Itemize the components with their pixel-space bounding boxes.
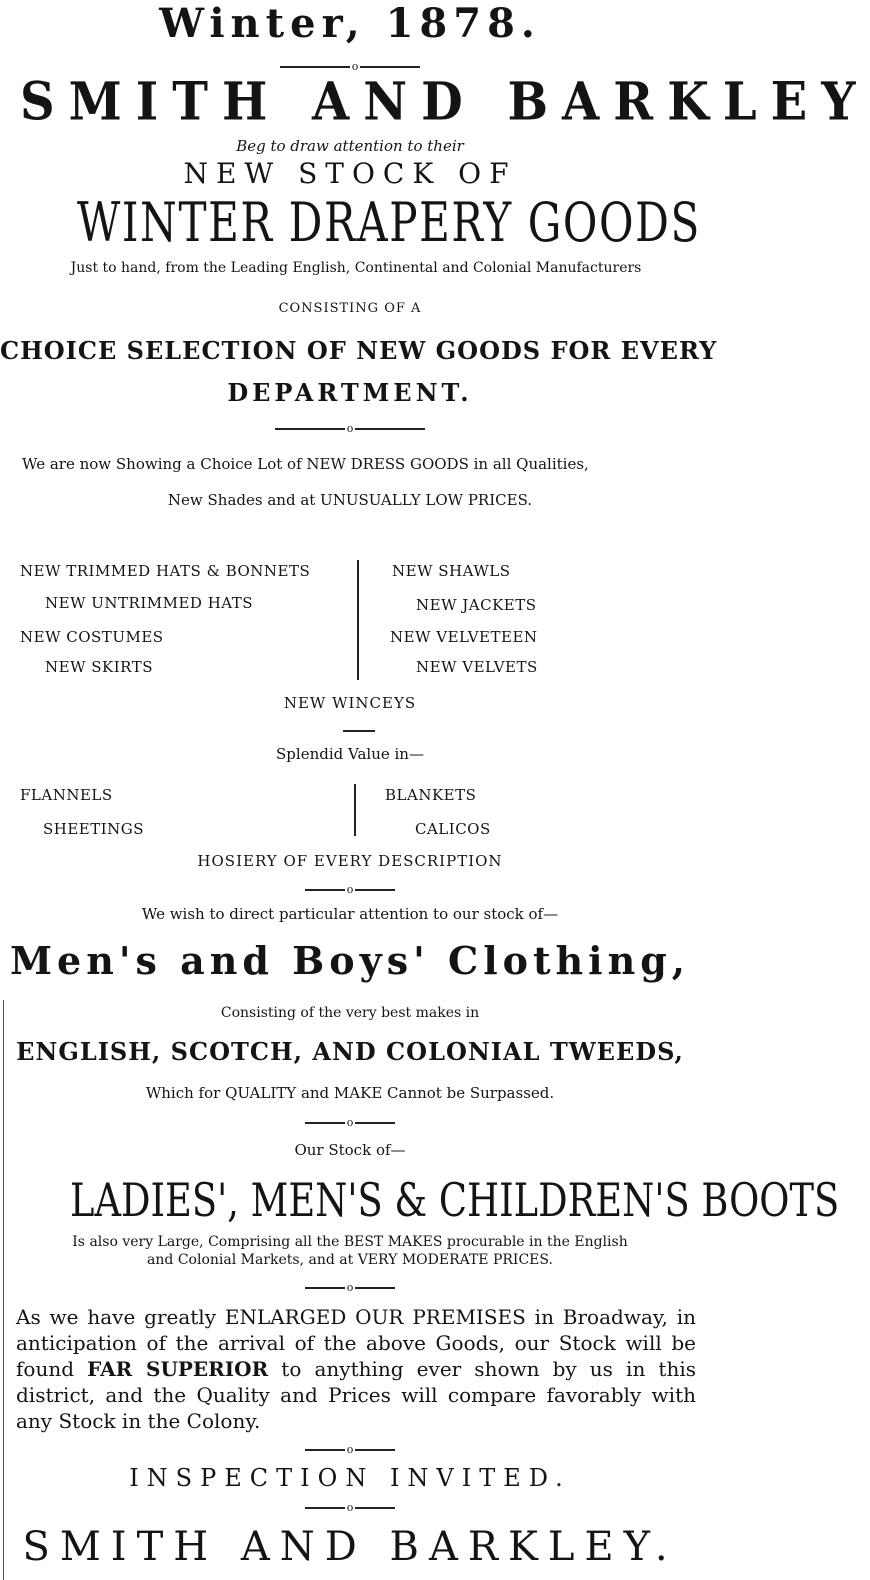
new-winceys: NEW WINCEYS	[283, 694, 417, 712]
choice-selection-line: CHOICE SELECTION OF NEW GOODS FOR EVERY	[0, 336, 718, 365]
list-item: CALICOS	[415, 820, 491, 838]
boots-line-1: Is also very Large, Comprising all the BEST MAKES procurable in the English	[72, 1234, 628, 1250]
consisting-line: CONSISTING OF A	[278, 301, 422, 316]
list-item: NEW TRIMMED HATS & BONNETS	[20, 562, 311, 580]
new-stock-line: NEW STOCK OF	[183, 157, 517, 190]
list-item: NEW UNTRIMMED HATS	[45, 594, 254, 612]
dress-goods-line-1: We are now Showing a Choice Lot of NEW DRESS GOODS in all Qualities,	[22, 455, 589, 473]
ad-title: Winter, 1878.	[159, 0, 541, 47]
list-item: NEW JACKETS	[416, 596, 537, 614]
our-stock-label: Our Stock of—	[294, 1141, 406, 1159]
beg-line: Beg to draw attention to their	[236, 137, 464, 155]
premises-paragraph	[16, 1304, 696, 1434]
divider: o	[0, 1445, 700, 1455]
hosiery-line: HOSIERY OF EVERY DESCRIPTION	[197, 852, 503, 870]
short-rule	[343, 730, 375, 732]
margin-line	[3, 1000, 4, 1580]
clothing-attention-line: We wish to direct particular attention to our stock of—	[141, 905, 559, 923]
boots-heading: LADIES', MEN'S & CHILDREN'S BOOTS	[70, 1173, 840, 1227]
divider: o	[0, 62, 700, 72]
divider: o	[0, 1503, 700, 1513]
winter-drapery-heading: WINTER DRAPERY GOODS	[77, 191, 701, 254]
premises-text-2: to anything ever shown by us in this district, and the Quality and Prices will compare favorably with any Stock in the Colony.	[16, 1357, 697, 1433]
list-item: NEW SKIRTS	[45, 658, 153, 676]
quality-line: Which for QUALITY and MAKE Cannot be Surpassed.	[145, 1084, 555, 1102]
firm-name-header: SMITH AND BARKLEY	[20, 71, 870, 133]
dress-goods-line-2: New Shades and at UNUSUALLY LOW PRICES.	[167, 491, 533, 509]
list-item: NEW COSTUMES	[20, 628, 164, 646]
list-item: SHEETINGS	[43, 820, 145, 838]
divider: o	[0, 885, 700, 895]
inspection-invited: INSPECTION INVITED.	[129, 1464, 571, 1492]
list-item: NEW VELVETEEN	[390, 628, 538, 646]
splendid-value-label: Splendid Value in—	[276, 745, 424, 763]
far-superior-text: FAR SUPERIOR	[87, 1357, 269, 1381]
manufacturers-line: Just to hand, from the Leading English, Continental and Colonial Manufacturers	[70, 260, 642, 276]
clothing-heading: Men's and Boys' Clothing,	[9, 938, 691, 983]
best-makes-line: Consisting of the very best makes in	[220, 1005, 480, 1021]
list-item: BLANKETS	[385, 786, 477, 804]
divider: o	[0, 1283, 700, 1293]
column-divider	[354, 784, 356, 836]
divider: o	[0, 1118, 700, 1128]
firm-name-footer: SMITH AND BARKLEY.	[22, 1524, 678, 1570]
column-divider	[357, 560, 359, 680]
premises-text-1: As we have greatly ENLARGED OUR PREMISES in Broadway, in anticipation of the arrival of the above Goods, our Stock will be found	[16, 1305, 696, 1381]
boots-line-2: and Colonial Markets, and at VERY MODERATE PRICES.	[147, 1252, 553, 1268]
divider: o	[0, 424, 700, 434]
list-item: FLANNELS	[20, 786, 113, 804]
department-line: DEPARTMENT.	[227, 378, 473, 407]
list-item: NEW SHAWLS	[392, 562, 511, 580]
list-item: NEW VELVETS	[416, 658, 538, 676]
tweeds-line: ENGLISH, SCOTCH, AND COLONIAL TWEEDS,	[16, 1037, 684, 1066]
